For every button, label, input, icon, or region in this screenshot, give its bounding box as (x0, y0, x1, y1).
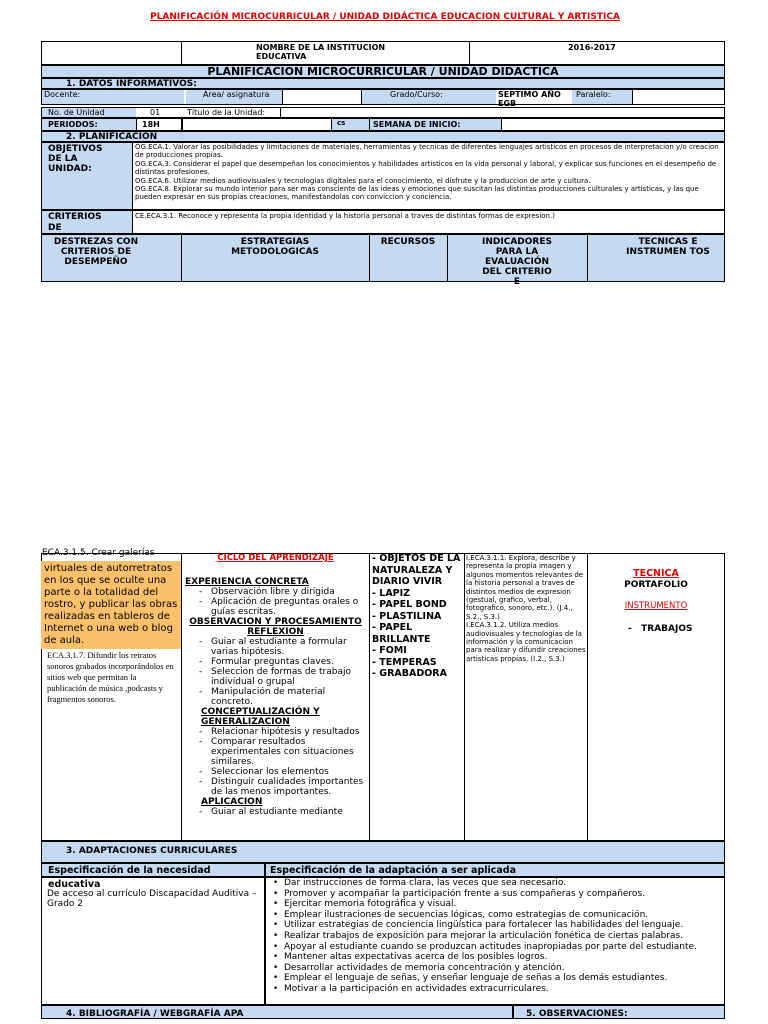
section-3-title: 3. ADAPTACIONES CURRICULARES (41, 841, 725, 863)
docente-label: Docente: (42, 90, 184, 104)
paralelo-label: Paralelo: (572, 90, 632, 104)
col-header-estrategias: ESTRATEGIAS METODOLOGICAS (231, 237, 319, 257)
objetivo-item: OG.ECA.6. Utilizar medios audiovisuales y tecnologias digitales para el conocimiento, el disfrute y la produccion de arte y cultura. (135, 176, 591, 185)
semana-label: SEMANA DE INICIO: (373, 120, 461, 129)
objetivos-label: OBJETIVOS DE LA UNIDAD: (48, 144, 103, 174)
adaptations-list (268, 878, 724, 995)
tecnica-value: PORTAFOLIO (624, 580, 688, 590)
destreza-top: ECA.3.1.5. Crear galerías (42, 548, 155, 558)
adaptation-item: • Apoyar al estudiante cuando se produzcan actitudes inapropiadas por parte del estudiante. (268, 942, 724, 953)
recurso-item: - LAPIZ (372, 587, 411, 599)
criterios-label: CRITERIOS DE (48, 212, 102, 233)
ciclo-column (183, 553, 368, 840)
adaptation-item: • Realizar trabajos de exposición para mejorar la articulación fonética de ciertas palabras. (268, 931, 724, 942)
area-label: Área/ asignatura (186, 90, 282, 104)
observacion-item: - Formular preguntas claves. (197, 657, 368, 667)
objetivo-item: OG.ECA.1. Valorar las posibilidades y limitaciones de materiales, herramientas y tecnicas de diferentes lenguajes artisticos en procesos de interpretacion y/o creacion de producciones propias. (135, 143, 719, 160)
experiencia-item: - Observación libre y dirigida (197, 587, 368, 597)
aplicacion-item: - Guiar al estudiante mediante (197, 807, 368, 817)
conceptualizacion-item: - Relacionar hipótesis y resultados (197, 727, 368, 737)
adaptation-item: • Promover y acompañar la participación frente a sus compañeras y compañeros. (268, 889, 724, 900)
document-title: PLANIFICACIÓN MICROCURRICULAR / UNIDAD DIDÁCTICA EDUCACION CULTURAL Y ARTISTICA (150, 12, 620, 22)
conceptualizacion-item: - Seleccionar los elementos (197, 767, 368, 777)
recurso-item: - PLASTILINA (372, 610, 442, 622)
observacion-item: - Seleccion de formas de trabajo individual o grupal (197, 667, 368, 687)
section-2-title: 2. PLANIFICACION (41, 131, 725, 142)
adaptation-item: • Dar instrucciones de forma clara, las veces que sea necesario. (268, 878, 724, 889)
adaptation-item: • Desarrollar actividades de memoria concentración y atención. (268, 963, 724, 974)
need-value: De acceso al currículo Discapacidad Auditiva – Grado 2 (47, 889, 257, 909)
unidad-row (41, 107, 725, 118)
adaptation-item: • Utilizar estrategias de conciencia lingüística para fortalecer las habilidades del lenguaje. (268, 920, 724, 931)
grado-label: Grado/Curso: (362, 90, 496, 104)
objetivo-item: OG.ECA.3. Considerar el papel que desempeñan los conocimientos y habilidades artisticos en la vida personal y laboral, y explicar sus funciones en el desempeño de distintas profesiones. (135, 159, 717, 177)
experiencia-title: EXPERIENCIA CONCRETA (185, 577, 309, 587)
observacion-item: - Guiar al estudiante a formular varias hipótesis. (197, 637, 368, 657)
titulo-label: Título de la Unidad: (187, 108, 266, 117)
instrumento-value: - TRABAJOS (628, 624, 693, 634)
destreza-2: ECA.3.1.7. Difundir los retratos sonoros grabados incorporándolos en sitios web que permitan la publicación de música ,podcasts y fragmentos sonoros. (47, 650, 174, 704)
recurso-item: - OBJETOS DE LA NATURALEZA Y DIARIO VIVIR (372, 553, 461, 587)
instrumento-label: INSTRUMENTO (624, 601, 688, 611)
unidad-no-label: No. de Unidad (42, 108, 136, 117)
section-1-title: 1. DATOS INFORMATIVOS: (41, 78, 725, 89)
paralelo-field[interactable] (632, 89, 725, 105)
recurso-item: - GRABADORA (372, 668, 447, 679)
section-5-title: 5. OBSERVACIONES: (513, 1005, 725, 1019)
aplicacion-title: APLICACION (201, 797, 263, 807)
indicadores-text: I.ECA.3.1.1. Explora, describe y representa la propia imagen y algunos momentos relevantes de la historia personal a traves de distintos medios de expresion (gestual, grafico, verbal, fotografico, sonoro, etc.). (J.4., S.2., S.3.) I.ECA.3.1.2. Utiliza medios audiovisuales y tecnologias de la información y la comunicacion para realizar y difundir creaciones artisticas propias. (I.2., S.3.) (466, 554, 586, 663)
conceptualizacion-item: - Distinguir cualidades importantes de las menos importantes. (197, 777, 368, 797)
periodos-value: 18H (142, 120, 160, 129)
recurso-item: - TEMPERAS (372, 656, 437, 668)
col-header-tecnicas: TECNICAS E INSTRUMEN TOS (626, 237, 710, 257)
adapt-header: Especificación de la adaptación a ser aplicada (265, 863, 725, 877)
observacion-title: OBSERVACION Y PROCESAMIENTO REFLEXION (189, 617, 362, 637)
recurso-item: - PAPEL BOND (372, 599, 447, 610)
institution-label: NOMBRE DE LA INSTITUCION EDUCATIVA (256, 43, 386, 61)
planning-banner: PLANIFICACION MICROCURRICULAR / UNIDAD DIDACTICA (41, 65, 725, 78)
observacion-item: - Manipulación de material concreto. (197, 687, 368, 707)
adaptation-item: • Mantener altas expectativas acerca de los posibles logros. (268, 952, 724, 963)
recurso-item: - FOMI (372, 645, 407, 656)
col-header-indicadores: INDICADORES PARA LA EVALUACIÓN DEL CRITERIO E (482, 237, 552, 287)
need-header: Especificación de la necesidad educativa (41, 863, 265, 877)
small-mark: cs (337, 119, 346, 127)
adaptation-item: • Emplear ilustraciones de secuencias lógicas, como estrategias de comunicación. (268, 910, 724, 921)
area-field[interactable] (282, 89, 362, 105)
school-year: 2016-2017 (568, 43, 616, 52)
destreza-highlight: virtuales de autorretratos en los que se oculte una parte o la totalidad del rostro, y publicar las obras realizadas en tableros de Internet o una web o blog de aula. (41, 561, 181, 649)
periodos-label: PERIODOS: (48, 120, 98, 129)
section-4-title: 4. BIBLIOGRAFÍA / WEBGRAFÍA APA (41, 1005, 513, 1019)
conceptualizacion-title: CONCEPTUALIZACIÓN Y GENERALIZACION (201, 707, 320, 727)
objetivos-list (135, 143, 723, 202)
criterios-value: CE.ECA.3.1. Reconoce y representa la propia identidad y la historia personal a traves de distintas formas de expresion.) (135, 212, 555, 220)
conceptualizacion-item: - Comparar resultados experimentales con situaciones similares. (197, 737, 368, 767)
adaptation-item: • Ejercitar memoria fotográfica y visual. (268, 899, 724, 910)
recursos-column (372, 553, 464, 680)
ciclo-title: CICLO DEL APRENDIZAJE (217, 553, 334, 563)
experiencia-item: - Aplicación de preguntas orales o guías escritas. (197, 597, 368, 617)
objetivo-item: OG.ECA.8. Explorar su mundo interior para ser mas consciente de las ideas y emociones que suscitan las distintas producciones culturales y artisticas, y las que pueden expresar en sus propias creaciones, manifestandolas con conviccion y conciencia. (135, 185, 699, 202)
recurso-item: - PAPEL BRILLANTE (372, 622, 431, 645)
adaptation-item: • Emplear el lenguaje de señas, y enseñar lenguaje de señas a los demás estudiantes. (268, 973, 724, 984)
adaptation-item: • Motivar a la participación en actividades extracurriculares. (268, 984, 724, 995)
col-header-recursos: RECURSOS (380, 237, 436, 247)
tecnica-label: TECNICA (633, 568, 679, 579)
col-header-destrezas: DESTREZAS CON CRITERIOS DE DESEMPEÑO (53, 237, 139, 267)
unidad-no-value: 01 (150, 108, 161, 117)
grado-value: SEPTIMO AÑO EGB (498, 90, 561, 108)
